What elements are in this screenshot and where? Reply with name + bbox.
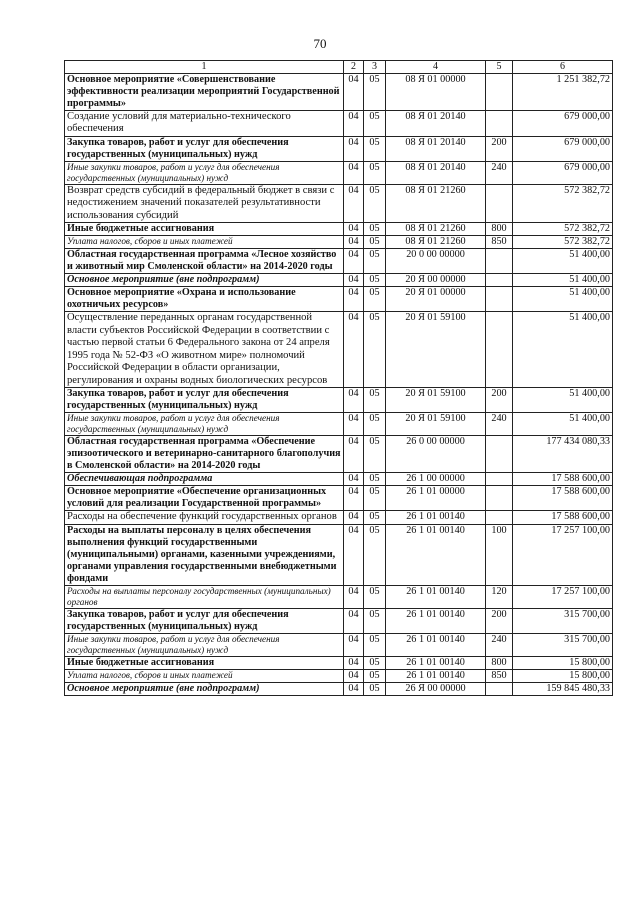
row-title: Иные закупки товаров, работ и услуг для обеспечения государственных (муниципальных) нужд <box>65 161 344 184</box>
table-row <box>65 524 613 585</box>
column-header: 1 <box>65 61 344 74</box>
amount: 1 251 382,72 <box>513 73 613 110</box>
section-code: 04 <box>344 682 364 695</box>
section-code: 04 <box>344 312 364 388</box>
amount: 51 400,00 <box>513 312 613 388</box>
table-row <box>65 388 613 413</box>
target-article-code: 20 Я 01 59100 <box>386 413 486 436</box>
section-code: 04 <box>344 608 364 633</box>
table-row <box>65 110 613 136</box>
row-title: Иные бюджетные ассигнования <box>65 656 344 669</box>
amount: 315 700,00 <box>513 633 613 656</box>
expense-type-code <box>486 184 513 223</box>
column-header: 6 <box>513 61 613 74</box>
table-row <box>65 586 613 609</box>
table-row <box>65 608 613 633</box>
amount: 51 400,00 <box>513 287 613 312</box>
row-title: Расходы на выплаты персоналу в целях обеспечения выполнения функций государственными (муниципальными) органами, казенными учреждениями, органами управления государственными внебюджетными фондами <box>65 524 344 585</box>
table-row <box>65 223 613 236</box>
amount: 17 257 100,00 <box>513 524 613 585</box>
subsection-code: 05 <box>364 223 386 236</box>
table-row <box>65 136 613 161</box>
row-title: Иные закупки товаров, работ и услуг для обеспечения государственных (муниципальных) нужд <box>65 633 344 656</box>
expense-type-code <box>486 473 513 486</box>
section-code: 04 <box>344 236 364 249</box>
target-article-code: 20 Я 00 00000 <box>386 274 486 287</box>
row-title: Областная государственная программа «Обеспечение эпизоотического и ветеринарно-санитарного благополучия в Смоленской области» на 2014-2020 годы <box>65 436 344 473</box>
subsection-code: 05 <box>364 511 386 525</box>
subsection-code: 05 <box>364 413 386 436</box>
table-row <box>65 486 613 511</box>
subsection-code: 05 <box>364 608 386 633</box>
row-title: Основное мероприятие «Совершенствование эффективности реализации мероприятий Государственной программы» <box>65 73 344 110</box>
amount: 315 700,00 <box>513 608 613 633</box>
target-article-code: 20 Я 01 59100 <box>386 388 486 413</box>
row-title: Возврат средств субсидий в федеральный бюджет в связи с недостижением значений показателей результативности использования субсидий <box>65 184 344 223</box>
target-article-code: 20 0 00 00000 <box>386 249 486 274</box>
expense-type-code: 200 <box>486 388 513 413</box>
table-body <box>65 73 613 695</box>
row-title: Осуществление переданных органам государственной власти субъектов Российской Федерации в соответствии с частью первой статьи 6 Федерального закона от 24 апреля 1995 года № 52-ФЗ «О животном мире» полномочий Российской Федерации в области организации, регулирования и охраны водных биологических ресурсов <box>65 312 344 388</box>
target-article-code: 26 1 01 00140 <box>386 524 486 585</box>
budget-table <box>64 60 613 696</box>
expense-type-code: 100 <box>486 524 513 585</box>
row-title: Основное мероприятие «Охрана и использование охотничьих ресурсов» <box>65 287 344 312</box>
amount: 572 382,72 <box>513 184 613 223</box>
row-title: Иные закупки товаров, работ и услуг для обеспечения государственных (муниципальных) нужд <box>65 413 344 436</box>
row-title: Расходы на обеспечение функций государственных органов <box>65 511 344 525</box>
section-code: 04 <box>344 511 364 525</box>
subsection-code: 05 <box>364 136 386 161</box>
subsection-code: 05 <box>364 161 386 184</box>
subsection-code: 05 <box>364 249 386 274</box>
subsection-code: 05 <box>364 486 386 511</box>
expense-type-code <box>486 274 513 287</box>
column-header: 4 <box>386 61 486 74</box>
subsection-code: 05 <box>364 73 386 110</box>
subsection-code: 05 <box>364 436 386 473</box>
table-row <box>65 161 613 184</box>
expense-type-code: 240 <box>486 413 513 436</box>
row-title: Закупка товаров, работ и услуг для обеспечения государственных (муниципальных) нужд <box>65 388 344 413</box>
section-code: 04 <box>344 656 364 669</box>
subsection-code: 05 <box>364 682 386 695</box>
subsection-code: 05 <box>364 586 386 609</box>
target-article-code: 20 Я 01 59100 <box>386 312 486 388</box>
amount: 51 400,00 <box>513 388 613 413</box>
expense-type-code <box>486 287 513 312</box>
target-article-code: 26 1 01 00140 <box>386 656 486 669</box>
expense-type-code: 200 <box>486 136 513 161</box>
subsection-code: 05 <box>364 287 386 312</box>
subsection-code: 05 <box>364 524 386 585</box>
expense-type-code <box>486 312 513 388</box>
section-code: 04 <box>344 161 364 184</box>
expense-type-code: 800 <box>486 223 513 236</box>
target-article-code: 08 Я 01 21260 <box>386 184 486 223</box>
table-row <box>65 656 613 669</box>
target-article-code: 26 1 01 00140 <box>386 669 486 682</box>
subsection-code: 05 <box>364 110 386 136</box>
section-code: 04 <box>344 287 364 312</box>
table-row <box>65 73 613 110</box>
section-code: 04 <box>344 110 364 136</box>
subsection-code: 05 <box>364 274 386 287</box>
target-article-code: 26 0 00 00000 <box>386 436 486 473</box>
expense-type-code <box>486 249 513 274</box>
section-code: 04 <box>344 436 364 473</box>
amount: 679 000,00 <box>513 110 613 136</box>
table-row <box>65 274 613 287</box>
amount: 15 800,00 <box>513 669 613 682</box>
row-title: Обеспечивающая подпрограмма <box>65 473 344 486</box>
table-row <box>65 184 613 223</box>
subsection-code: 05 <box>364 312 386 388</box>
column-header: 3 <box>364 61 386 74</box>
expense-type-code <box>486 486 513 511</box>
expense-type-code <box>486 436 513 473</box>
expense-type-code: 850 <box>486 669 513 682</box>
target-article-code: 26 Я 00 00000 <box>386 682 486 695</box>
expense-type-code: 200 <box>486 608 513 633</box>
target-article-code: 26 1 01 00140 <box>386 586 486 609</box>
section-code: 04 <box>344 388 364 413</box>
target-article-code: 08 Я 01 20140 <box>386 110 486 136</box>
target-article-code: 08 Я 01 21260 <box>386 223 486 236</box>
subsection-code: 05 <box>364 388 386 413</box>
section-code: 04 <box>344 73 364 110</box>
expense-type-code <box>486 110 513 136</box>
row-title: Закупка товаров, работ и услуг для обеспечения государственных (муниципальных) нужд <box>65 608 344 633</box>
row-title: Закупка товаров, работ и услуг для обеспечения государственных (муниципальных) нужд <box>65 136 344 161</box>
page-number: 70 <box>313 36 327 51</box>
table-row <box>65 436 613 473</box>
table-row <box>65 249 613 274</box>
expense-type-code: 240 <box>486 161 513 184</box>
column-header: 2 <box>344 61 364 74</box>
row-title: Основное мероприятие (вне подпрограмм) <box>65 274 344 287</box>
amount: 17 588 600,00 <box>513 486 613 511</box>
section-code: 04 <box>344 486 364 511</box>
table-row <box>65 633 613 656</box>
section-code: 04 <box>344 249 364 274</box>
target-article-code: 20 Я 01 00000 <box>386 287 486 312</box>
section-code: 04 <box>344 223 364 236</box>
table-row <box>65 682 613 695</box>
row-title: Создание условий для материально-технического обеспечения <box>65 110 344 136</box>
section-code: 04 <box>344 633 364 656</box>
target-article-code: 26 1 01 00140 <box>386 608 486 633</box>
section-code: 04 <box>344 136 364 161</box>
section-code: 04 <box>344 524 364 585</box>
expense-type-code: 120 <box>486 586 513 609</box>
table-row <box>65 312 613 388</box>
section-code: 04 <box>344 413 364 436</box>
expense-type-code <box>486 682 513 695</box>
target-article-code: 08 Я 01 00000 <box>386 73 486 110</box>
section-code: 04 <box>344 586 364 609</box>
row-title: Основное мероприятие «Обеспечение организационных условий для реализации Государственной программы» <box>65 486 344 511</box>
amount: 51 400,00 <box>513 413 613 436</box>
expense-type-code: 240 <box>486 633 513 656</box>
expense-type-code: 850 <box>486 236 513 249</box>
subsection-code: 05 <box>364 184 386 223</box>
amount: 679 000,00 <box>513 136 613 161</box>
section-code: 04 <box>344 274 364 287</box>
table-row <box>65 511 613 525</box>
section-code: 04 <box>344 473 364 486</box>
row-title: Уплата налогов, сборов и иных платежей <box>65 669 344 682</box>
expense-type-code <box>486 511 513 525</box>
row-title: Иные бюджетные ассигнования <box>65 223 344 236</box>
row-title: Уплата налогов, сборов и иных платежей <box>65 236 344 249</box>
amount: 572 382,72 <box>513 223 613 236</box>
subsection-code: 05 <box>364 656 386 669</box>
table-row <box>65 287 613 312</box>
subsection-code: 05 <box>364 236 386 249</box>
amount: 572 382,72 <box>513 236 613 249</box>
amount: 17 588 600,00 <box>513 511 613 525</box>
row-title: Расходы на выплаты персоналу государственных (муниципальных) органов <box>65 586 344 609</box>
target-article-code: 08 Я 01 20140 <box>386 161 486 184</box>
table-row <box>65 236 613 249</box>
amount: 15 800,00 <box>513 656 613 669</box>
section-code: 04 <box>344 184 364 223</box>
target-article-code: 26 1 01 00000 <box>386 486 486 511</box>
table-row <box>65 413 613 436</box>
row-title: Областная государственная программа «Лесное хозяйство и животный мир Смоленской области» на 2014-2020 годы <box>65 249 344 274</box>
amount: 177 434 080,33 <box>513 436 613 473</box>
target-article-code: 26 1 01 00140 <box>386 511 486 525</box>
subsection-code: 05 <box>364 633 386 656</box>
subsection-code: 05 <box>364 669 386 682</box>
amount: 679 000,00 <box>513 161 613 184</box>
amount: 17 257 100,00 <box>513 586 613 609</box>
target-article-code: 26 1 01 00140 <box>386 633 486 656</box>
section-code: 04 <box>344 669 364 682</box>
row-title: Основное мероприятие (вне подпрограмм) <box>65 682 344 695</box>
table-header-row <box>65 61 613 74</box>
column-header: 5 <box>486 61 513 74</box>
amount: 51 400,00 <box>513 249 613 274</box>
amount: 17 588 600,00 <box>513 473 613 486</box>
table-row <box>65 473 613 486</box>
table-row <box>65 669 613 682</box>
subsection-code: 05 <box>364 473 386 486</box>
target-article-code: 08 Я 01 21260 <box>386 236 486 249</box>
amount: 51 400,00 <box>513 274 613 287</box>
amount: 159 845 480,33 <box>513 682 613 695</box>
expense-type-code: 800 <box>486 656 513 669</box>
expense-type-code <box>486 73 513 110</box>
target-article-code: 08 Я 01 20140 <box>386 136 486 161</box>
target-article-code: 26 1 00 00000 <box>386 473 486 486</box>
